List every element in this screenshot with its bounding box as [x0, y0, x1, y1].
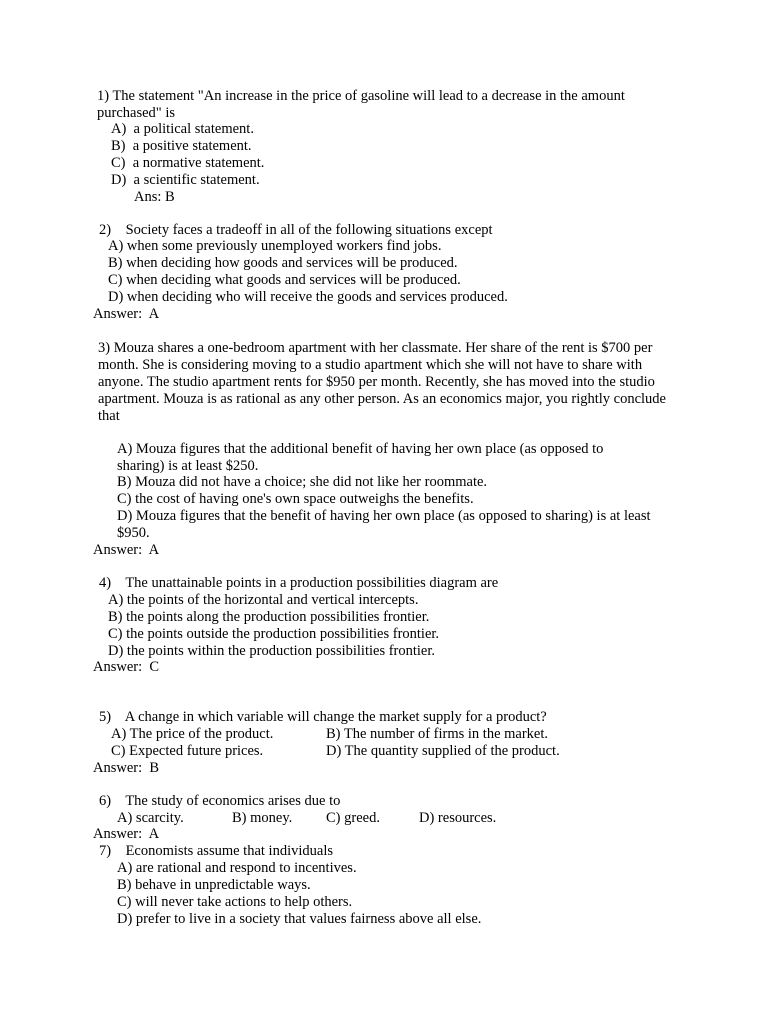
answer: Answer: C	[93, 659, 160, 675]
option-a: A) Mouza figures that the additional benefit of having her own place (as opposed to sharing) is at least $250.	[117, 441, 604, 474]
option-c: C) the cost of having one's own space outweighs the benefits.	[117, 491, 474, 507]
question-stem: 4) The unattainable points in a production possibilities diagram are	[99, 575, 499, 591]
option-d: D) The quantity supplied of the product.	[326, 743, 560, 759]
option-d: D) prefer to live in a society that values fairness above all else.	[117, 911, 482, 927]
option-a: A) scarcity.	[117, 810, 184, 826]
option-d: D) resources.	[419, 810, 497, 826]
question-stem: 5) A change in which variable will change the market supply for a product?	[99, 709, 547, 725]
option-c: C) the points outside the production possibilities frontier.	[108, 626, 440, 642]
question-stem: 1) The statement "An increase in the price of gasoline will lead to a decrease in the amount purchased" is	[97, 88, 625, 121]
question-stem: 7) Economists assume that individuals	[99, 843, 333, 859]
option-b: B) The number of firms in the market.	[326, 726, 549, 742]
option-d: D) a scientific statement.	[111, 172, 260, 188]
answer: Answer: A	[93, 306, 160, 322]
option-d: D) Mouza figures that the benefit of having her own place (as opposed to sharing) is at least $950.	[117, 508, 651, 541]
option-b: B) money.	[232, 810, 293, 826]
option-d: D) when deciding who will receive the goods and services produced.	[108, 289, 508, 305]
option-a: A) The price of the product.	[111, 726, 274, 742]
answer: Answer: A	[93, 542, 160, 558]
option-b: B) a positive statement.	[111, 138, 252, 154]
option-b: B) behave in unpredictable ways.	[117, 877, 311, 893]
answer: Answer: B	[93, 760, 160, 776]
option-a: A) are rational and respond to incentives.	[117, 860, 357, 876]
option-b: B) Mouza did not have a choice; she did not like her roommate.	[117, 474, 488, 490]
option-c: C) Expected future prices.	[111, 743, 264, 759]
answer: Ans: B	[134, 189, 175, 205]
question-stem: 6) The study of economics arises due to	[99, 793, 341, 809]
option-d: D) the points within the production possibilities frontier.	[108, 643, 436, 659]
option-a: A) when some previously unemployed workers find jobs.	[108, 238, 442, 254]
option-c: C) greed.	[326, 810, 380, 826]
option-a: A) the points of the horizontal and vertical intercepts.	[108, 592, 419, 608]
option-b: B) when deciding how goods and services will be produced.	[108, 255, 458, 271]
question-stem: 2) Society faces a tradeoff in all of the following situations except	[99, 222, 493, 238]
option-a: A) a political statement.	[111, 121, 254, 137]
question-stem: 3) Mouza shares a one-bedroom apartment with her classmate. Her share of the rent is $700 per month. She is considering moving to a studio apartment which she will not have to share with anyone. The studio apartment rents for $950 per month. Recently, she has moved into the studio apartment. Mouza is as rational as any other person. As an economics major, you rightly conclude that	[98, 340, 666, 424]
option-c: C) when deciding what goods and services will be produced.	[108, 272, 461, 288]
option-c: C) a normative statement.	[111, 155, 265, 171]
answer: Answer: A	[93, 826, 160, 842]
option-c: C) will never take actions to help others.	[117, 894, 353, 910]
option-b: B) the points along the production possibilities frontier.	[108, 609, 430, 625]
